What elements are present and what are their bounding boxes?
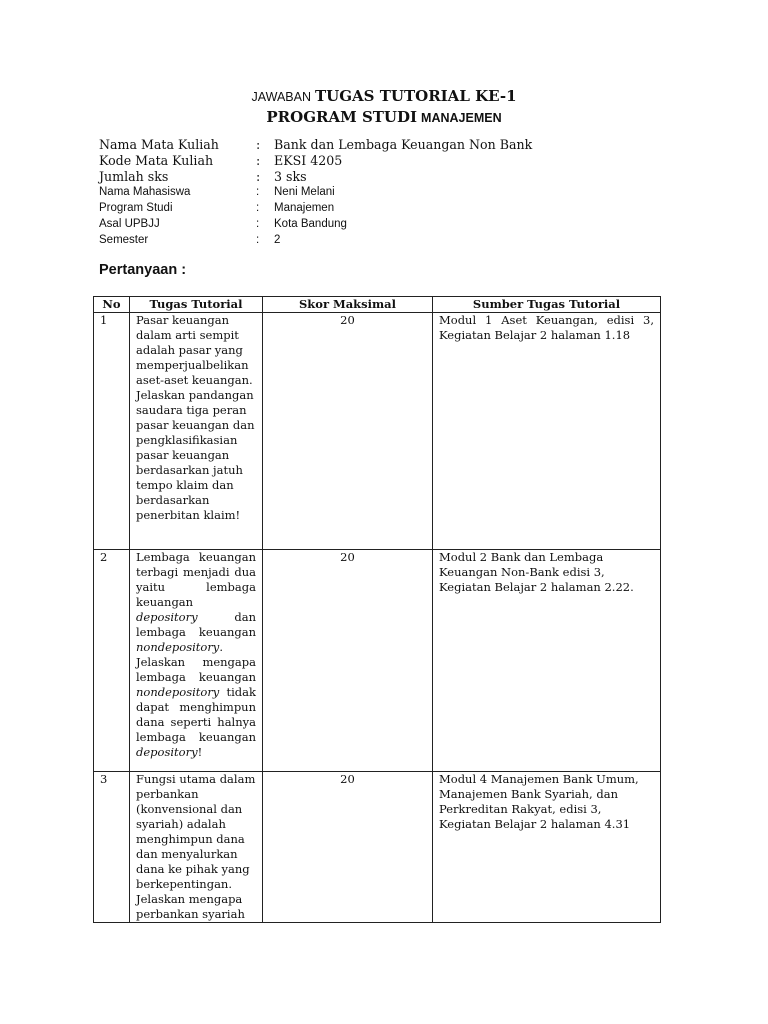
question-text: Pasar keuangan dalam arti sempit adalah pasar yang memperjualbelikan aset-aset keuangan. Jelaskan pandangan saudara tiga peran pasar keuangan dan pengklasifikasian pasar keuangan berdasarkan jatuh tempo klaim dan berdasarkan penerbitan klaim! [130, 313, 263, 550]
row-number: 3 [94, 772, 130, 923]
title-line-1 [0, 86, 768, 107]
questions-heading: Pertanyaan : [99, 262, 187, 278]
title-line-2 [0, 107, 768, 128]
document-title [0, 86, 768, 128]
header-tugas: Tugas Tutorial [130, 297, 263, 313]
info-row-sks: Jumlah sks : 3 sks [99, 168, 307, 184]
header-sumber: Sumber Tugas Tutorial [433, 297, 661, 313]
source-text: Modul 1 Aset Keuangan, edisi 3, Kegiatan Belajar 2 halaman 1.18 [433, 313, 661, 550]
row-number: 1 [94, 313, 130, 550]
max-score: 20 [263, 550, 433, 772]
max-score: 20 [263, 313, 433, 550]
header-skor: Skor Maksimal [263, 297, 433, 313]
info-row-semester: Semester : 2 [99, 234, 281, 246]
table-row [94, 550, 661, 772]
info-row-kode: Kode Mata Kuliah : EKSI 4205 [99, 152, 343, 168]
max-score: 20 [263, 772, 433, 923]
title-program: PROGRAM STUDI [266, 108, 418, 126]
question-text: Fungsi utama dalam perbankan (konvensional dan syariah) adalah menghimpun dana dan menyalurkan dana ke pihak yang berkepentingan. Jelaskan mengapa perbankan syariah [130, 772, 263, 923]
title-main: TUGAS TUTORIAL KE-1 [314, 87, 517, 105]
table-row [94, 772, 661, 923]
question-text: Lembaga keuangan terbagi menjadi dua yaitu lembaga keuangan depository dan lembaga keuangan nondepository. Jelaskan mengapa lembaga keuangan nondepository tidak dapat menghimpun dana seperti halnya lembaga keuangan depository! [130, 550, 263, 772]
table-row [94, 313, 661, 550]
source-text: Modul 2 Bank dan Lembaga Keuangan Non-Bank edisi 3, Kegiatan Belajar 2 halaman 2.22. [433, 550, 661, 772]
title-prefix: JAWABAN [251, 90, 311, 104]
table-header-row [94, 297, 661, 313]
info-row-prodi: Program Studi : Manajemen [99, 202, 335, 214]
title-program-name: MANAJEMEN [421, 111, 502, 125]
task-table [93, 296, 661, 923]
info-row-mata-kuliah: Nama Mata Kuliah : Bank dan Lembaga Keuangan Non Bank [99, 136, 533, 152]
course-info [99, 136, 532, 248]
header-no: No [94, 297, 130, 313]
source-text: Modul 4 Manajemen Bank Umum, Manajemen Bank Syariah, dan Perkreditan Rakyat, edisi 3, Kegiatan Belajar 2 halaman 4.31 [433, 772, 661, 923]
row-number: 2 [94, 550, 130, 772]
info-row-upbjj: Asal UPBJJ : Kota Bandung [99, 218, 347, 230]
info-row-mahasiswa: Nama Mahasiswa : Neni Melani [99, 186, 335, 198]
